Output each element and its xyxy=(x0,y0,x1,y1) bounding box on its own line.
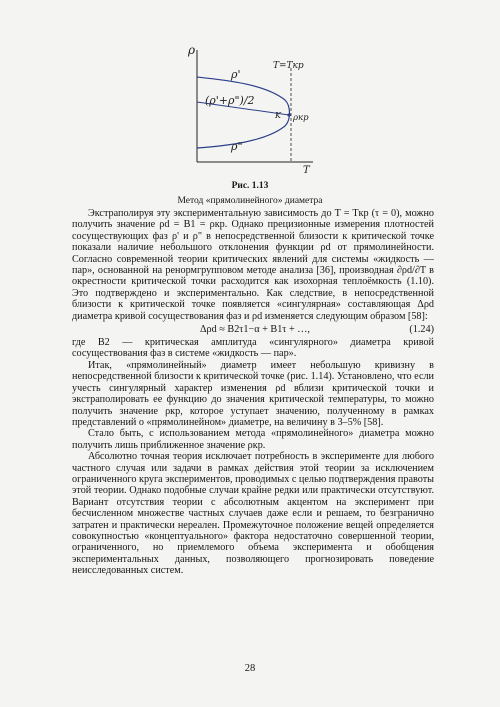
upper-branch-label: ρ' xyxy=(231,68,241,81)
x-axis-label: T xyxy=(303,165,310,176)
paragraph-curvature: Итак, «прямолинейный» диаметр имеет небольшую кривизну в непосредственной близости к критической точке (рис. 1.14). Установлено, что если учесть сингулярный характер изменения ρd вблизи критической точки и экстраполировать ее функцию до значения критической температуры, то можно получить значение ρкр, которое уступает значению, полученному в рамках представлений о «прямолинейном» диаметре, на величину в 3–5% [58]. xyxy=(72,359,434,428)
critical-density-label: ρкр xyxy=(293,113,309,123)
body-text xyxy=(72,208,434,577)
critical-point-marker xyxy=(287,113,290,116)
paragraph-approximate: Стало быть, с использованием метода «прямолинейного» диаметра можно получить лишь приближенное значение ρкр. xyxy=(72,428,434,451)
lower-branch-label: ρ" xyxy=(231,140,243,153)
y-axis-label: ρ xyxy=(188,43,196,57)
rectilinear-diameter-diagram xyxy=(185,40,320,180)
paragraph-amplitude: где B2 — критическая амплитуда «сингулярного» диаметра кривой сосуществования фаз в системе «жидкость — пар». xyxy=(72,337,434,360)
paragraph-theory: Абсолютно точная теория исключает потребность в эксперименте для любого частного случая или задачи в рамках действия этой теории за исключением ограниченного круга экспериментов, проводимых с целью подтверждения правоты этой теории. Однако подобные случаи крайне редки или практически отсутствуют. Вариант отсутствия теории с абсолютным акцентом на эксперимент при бесчисленном множестве частных случаев даже если и решаем, то безгранично затратен и практически нереален. Промежуточное положение вещей определяется совокупностью «концептуального» фактора недостаточно совершенной теории, ограниченного, но приемлемого объема эксперимента и обобщения экспериментальных данных, позволяющего прогнозировать поведение неисследованных систем. xyxy=(72,451,434,577)
critical-line-label: T=Tкр xyxy=(273,61,304,71)
figure-caption xyxy=(0,180,500,207)
phase-diagram-figure xyxy=(185,40,320,180)
critical-point-label: K xyxy=(275,111,281,120)
page-number: 28 xyxy=(244,663,256,674)
mean-density-label: (ρ'+ρ")/2 xyxy=(205,94,255,107)
equation-row xyxy=(72,322,434,337)
equation: Δρd ≈ B2τ1−α + B1τ + …, xyxy=(200,323,310,335)
figure-title: Метод «прямолинейного» диаметра xyxy=(177,196,323,206)
equation-number: (1.24) xyxy=(409,323,434,335)
figure-number: Рис. 1.13 xyxy=(231,181,269,191)
paragraph-extrapolation: Экстраполируя эту экспериментальную зависимость до T = Tкр (τ = 0), можно получить значение ρd = B1 = ρкр. Однако прецизионные измерения плотностей сосуществующих фаз ρ' и ρ" в непосредственной близости к критической точке показали наличие небольшого отклонения функции ρd от прямолинейности. Согласно современной теории критических явлений для системы «жидкость — пар», основанной на ренормгрупповом методе анализа [36], производная ∂ρd/∂T в окрестности критической точки расходится как изохорная теплоёмкость (1.10). Это подтверждено и экспериментально. Как следствие, в непосредственной близости к критической точке появляется «сингулярная» составляющая Δρd диаметра кривой сосуществования фаз и ρd изменяется следующим образом [58]: xyxy=(72,208,434,322)
